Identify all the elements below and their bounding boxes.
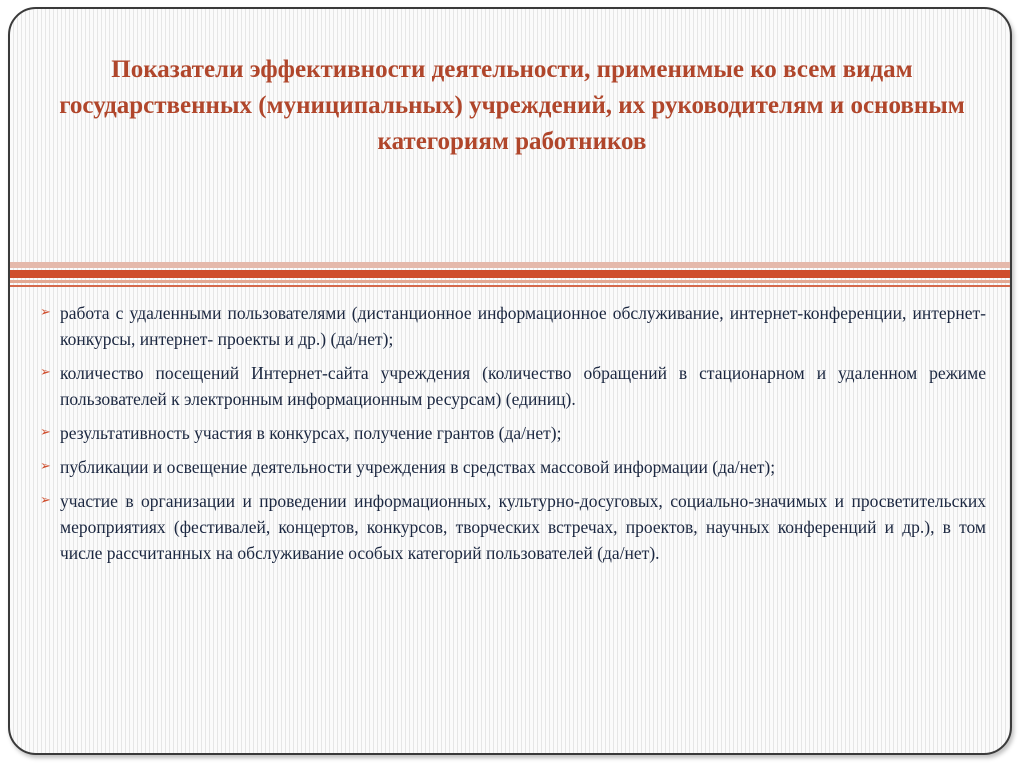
slide-frame — [8, 7, 1012, 755]
list-item — [36, 300, 986, 352]
arrow-bullet-icon: ➢ — [40, 493, 51, 508]
list-item — [36, 454, 986, 480]
list-item-text: результативность участия в конкурсах, получение грантов (да/нет); — [60, 423, 562, 443]
arrow-bullet-icon: ➢ — [40, 365, 51, 380]
slide-title: Показатели эффективности деятельности, применимые ко всем видам государственных (муниципальных) учреждений, их руководителям и основным категориям работников — [59, 56, 965, 155]
divider-band-thin — [10, 280, 1010, 283]
arrow-bullet-icon: ➢ — [40, 305, 51, 320]
arrow-bullet-icon: ➢ — [40, 459, 51, 474]
divider-band-main — [10, 270, 1010, 278]
list-item-text: публикации и освещение деятельности учреждения в средствах массовой информации (да/нет); — [60, 457, 776, 477]
bullet-list — [36, 300, 986, 574]
arrow-bullet-icon: ➢ — [40, 425, 51, 440]
divider-band-line — [10, 285, 1010, 287]
divider-band-light — [10, 262, 1010, 268]
list-item — [36, 360, 986, 412]
list-item-text: количество посещений Интернет-сайта учреждения (количество обращений в стационарном и удаленном режиме пользователей к электронным информационным ресурсам) (единиц). — [60, 363, 986, 409]
list-item-text: работа с удаленными пользователями (дистанционное информационное обслуживание, интернет-конференции, интернет-конкурсы, интернет- проекты и др.) (да/нет); — [60, 303, 986, 349]
list-item — [36, 420, 986, 446]
list-item-text: участие в организации и проведении информационных, культурно-досуговых, социально-значимых и просветительских мероприятиях (фестивалей, концертов, конкурсов, творческих встречах, проектов, научных конференций и др.), в том числе рассчитанных на обслуживание особых категорий пользователей (да/нет). — [60, 491, 986, 563]
list-item — [36, 488, 986, 566]
